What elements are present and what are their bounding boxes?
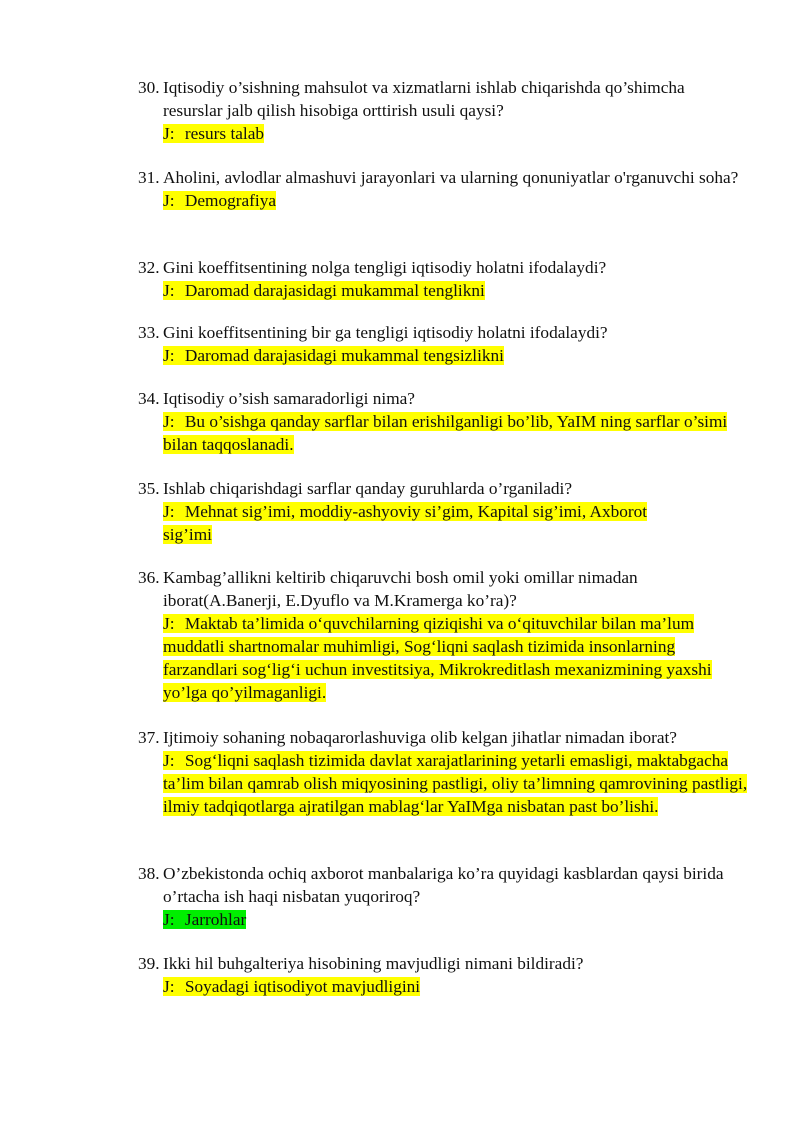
question-text: Iqtisodiy o’sish samaradorligi nima?: [163, 389, 415, 408]
answer-text: Sog‘liqni saqlash tizimida davlat xarajatlarining yetarli emasligi, maktabgacha ta’lim bilan qamrab olish miqyosining pastligi, oliy ta’limning qamrovining pastligi, ilmiy tadqiqotlarga ajratilgan mablag‘lar YaIMga nisbatan past bo’lishi.: [163, 751, 748, 816]
question-number: 38.: [138, 864, 160, 883]
answer-prefix: J:: [163, 910, 175, 929]
question-number: 39.: [138, 954, 160, 973]
question-text: Gini koeffitsentining nolga tengligi iqtisodiy holatni ifodalaydi?: [163, 258, 607, 277]
answer-text: Daromad darajasidagi mukammal tenglikni: [184, 281, 485, 300]
question-number: 37.: [138, 728, 160, 747]
answer-text: Mehnat sig’imi, moddiy-ashyoviy si’gim, Kapital sig’imi, Axborot sig’imi: [163, 502, 648, 544]
answer-highlight: [163, 614, 712, 702]
question: [138, 76, 748, 122]
question-text: Kambag’allikni keltirib chiqaruvchi bosh omil yoki omillar nimadan iborat(A.Banerji, E.Dyuflo va M.Kramerga ko’ra)?: [163, 568, 638, 610]
question: [138, 256, 748, 279]
question: [138, 321, 748, 344]
answer: [163, 279, 748, 302]
answer: [163, 975, 748, 998]
answer: [163, 500, 683, 546]
answer-highlight: [163, 751, 747, 816]
answer-prefix: J:: [163, 977, 175, 996]
answer-highlight: [163, 191, 276, 210]
question-text: Gini koeffitsentining bir ga tengligi iqtisodiy holatni ifodalaydi?: [163, 323, 608, 342]
answer-prefix: J:: [163, 412, 175, 431]
answer-prefix: J:: [163, 191, 175, 210]
answer-text: Jarrohlar: [184, 910, 247, 929]
answer: [163, 189, 748, 212]
question-item: [138, 76, 748, 145]
answer-text: Soyadagi iqtisodiyot mavjudligini: [184, 977, 421, 996]
answer-highlight: [163, 910, 246, 929]
question-number: 34.: [138, 389, 160, 408]
question-item: [138, 566, 748, 704]
answer-prefix: J:: [163, 751, 175, 770]
answer: [163, 908, 748, 931]
question-number: 36.: [138, 568, 160, 587]
answer-highlight: [163, 281, 485, 300]
question-number: 30.: [138, 78, 160, 97]
question-number: 35.: [138, 479, 160, 498]
question-text: Iqtisodiy o’sishning mahsulot va xizmatlarni ishlab chiqarishda qo’shimcha resurslar jalb qilish hisobiga orttirish usuli qaysi?: [163, 78, 685, 120]
answer-text: Demografiya: [184, 191, 277, 210]
answer-highlight: [163, 502, 647, 544]
question: [138, 387, 748, 410]
question-item: [138, 321, 748, 367]
question-item: [138, 166, 748, 212]
answer-prefix: J:: [163, 124, 175, 143]
question-number: 31.: [138, 168, 160, 187]
answer-highlight: [163, 977, 420, 996]
answer-highlight: [163, 412, 727, 454]
question: [138, 952, 748, 975]
question-item: [138, 726, 748, 818]
answer: [163, 410, 748, 456]
question-text: O’zbekistonda ochiq axborot manbalariga ko’ra quyidagi kasblardan qaysi birida o’rtacha ish haqi nisbatan yuqoriroq?: [163, 864, 724, 906]
question-number: 33.: [138, 323, 160, 342]
question-item: [138, 477, 748, 546]
question-number: 32.: [138, 258, 160, 277]
answer: [163, 122, 748, 145]
question-text: Aholini, avlodlar almashuvi jarayonlari va ularning qonuniyatlar o'rganuvchi soha?: [163, 168, 739, 187]
question: [138, 166, 748, 189]
answer: [163, 749, 748, 818]
question: [138, 726, 748, 749]
question: [138, 566, 748, 612]
answer-prefix: J:: [163, 281, 175, 300]
question-text: Ikki hil buhgalteriya hisobining mavjudligi nimani bildiradi?: [163, 954, 584, 973]
question-text: Ijtimoiy sohaning nobaqarorlashuviga olib kelgan jihatlar nimadan iborat?: [163, 728, 677, 747]
question: [138, 862, 748, 908]
question-text: Ishlab chiqarishdagi sarflar qanday guruhlarda o’rganiladi?: [163, 479, 572, 498]
answer: [163, 612, 748, 704]
answer-prefix: J:: [163, 346, 175, 365]
answer-text: Daromad darajasidagi mukammal tengsizlikni: [184, 346, 504, 365]
question-item: [138, 256, 748, 302]
answer-prefix: J:: [163, 614, 175, 633]
answer-highlight: [163, 346, 504, 365]
answer: [163, 344, 748, 367]
question-item: [138, 387, 748, 456]
answer-text: Bu o’sishga qanday sarflar bilan erishilganligi bo’lib, YaIM ning sarflar o’simi bilan taqqoslanadi.: [163, 412, 728, 454]
answer-highlight: [163, 124, 264, 143]
answer-text: resurs talab: [184, 124, 265, 143]
answer-prefix: J:: [163, 502, 175, 521]
question-item: [138, 862, 748, 931]
question-item: [138, 952, 748, 998]
answer-text: Maktab ta’limida o‘quvchilarning qiziqishi va o‘qituvchilar bilan ma’lum muddatli shartnomalar muhimligi, Sog‘liqni saqlash tizimida insonlarning farzandlari sog‘lig‘i uchun investitsiya, Mikrokreditlash mexanizmining yaxshi yo’lga qo’yilmaganligi.: [163, 614, 712, 702]
question: [138, 477, 748, 500]
